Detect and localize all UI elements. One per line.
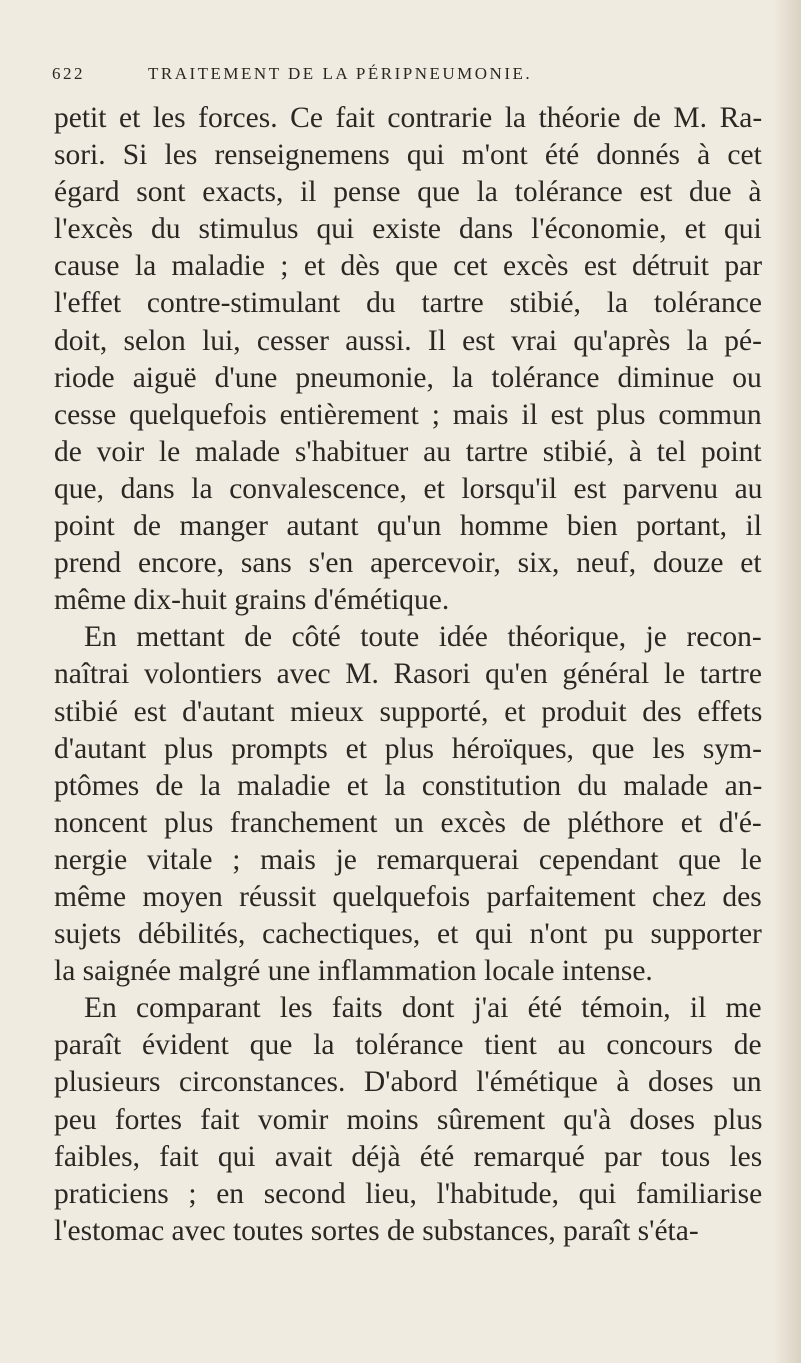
text-line: riode aiguë d'une pneumonie, la tolérance diminue ou	[54, 361, 762, 394]
page-edge-shadow	[773, 0, 801, 1363]
text-line: peu fortes fait vomir moins sûrement qu'à doses plus	[54, 1103, 762, 1136]
text-line: même moyen réussit quelquefois parfaitement chez des	[54, 880, 762, 913]
text-line: prend encore, sans s'en apercevoir, six, neuf, douze et	[54, 547, 762, 580]
text-line: stibié est d'autant mieux supporté, et produit des effets	[54, 695, 762, 728]
body-text	[54, 100, 762, 1250]
text-line: En comparant les faits dont j'ai été témoin, il me	[84, 992, 762, 1025]
text-line: naîtrai volontiers avec M. Rasori qu'en général le tartre	[54, 658, 762, 691]
text-line: même dix-huit grains d'émétique.	[54, 584, 450, 617]
text-line: la saignée malgré une inflammation locale intense.	[54, 955, 653, 988]
paragraph	[54, 619, 762, 990]
text-line: de voir le malade s'habituer au tartre stibié, à tel point	[54, 435, 762, 468]
text-line: sujets débilités, cachectiques, et qui n'ont pu supporter	[54, 918, 762, 951]
text-line: cesse quelquefois entièrement ; mais il est plus commun	[54, 398, 762, 431]
text-line: point de manger autant qu'un homme bien portant, il	[54, 510, 762, 543]
text-line: plusieurs circonstances. D'abord l'émétique à doses un	[54, 1066, 762, 1099]
paragraph	[54, 100, 762, 619]
running-header	[52, 64, 752, 84]
text-line: En mettant de côté toute idée théorique, je recon-	[84, 621, 762, 654]
text-line: petit et les forces. Ce fait contrarie la théorie de M. Ra-	[54, 102, 762, 134]
text-line: praticiens ; en second lieu, l'habitude, qui familiarise	[54, 1177, 762, 1210]
text-line: d'autant plus prompts et plus héroïques, que les sym-	[54, 732, 762, 765]
text-line: paraît évident que la tolérance tient au concours de	[54, 1029, 762, 1062]
running-title: TRAITEMENT DE LA PÉRIPNEUMONIE.	[148, 64, 533, 83]
text-line: noncent plus franchement un excès de pléthore et d'é-	[54, 806, 762, 839]
text-line: l'effet contre-stimulant du tartre stibié, la tolérance	[54, 287, 762, 320]
paragraph	[54, 990, 762, 1250]
text-line: doit, selon lui, cesser aussi. Il est vrai qu'après la pé-	[54, 324, 762, 357]
text-line: l'estomac avec toutes sortes de substances, paraît s'éta-	[54, 1214, 699, 1247]
text-line: ptômes de la maladie et la constitution du malade an-	[54, 769, 762, 802]
text-line: sori. Si les renseignemens qui m'ont été donnés à cet	[54, 139, 762, 172]
text-line: que, dans la convalescence, et lorsqu'il est parvenu au	[54, 472, 762, 505]
page-number: 622	[52, 64, 85, 83]
text-line: faibles, fait qui avait déjà été remarqué par tous les	[54, 1140, 762, 1173]
text-line: l'excès du stimulus qui existe dans l'économie, et qui	[54, 213, 762, 246]
text-line: cause la maladie ; et dès que cet excès est détruit par	[54, 250, 762, 283]
text-line: nergie vitale ; mais je remarquerai cependant que le	[54, 843, 762, 876]
text-line: égard sont exacts, il pense que la tolérance est due à	[54, 176, 762, 209]
